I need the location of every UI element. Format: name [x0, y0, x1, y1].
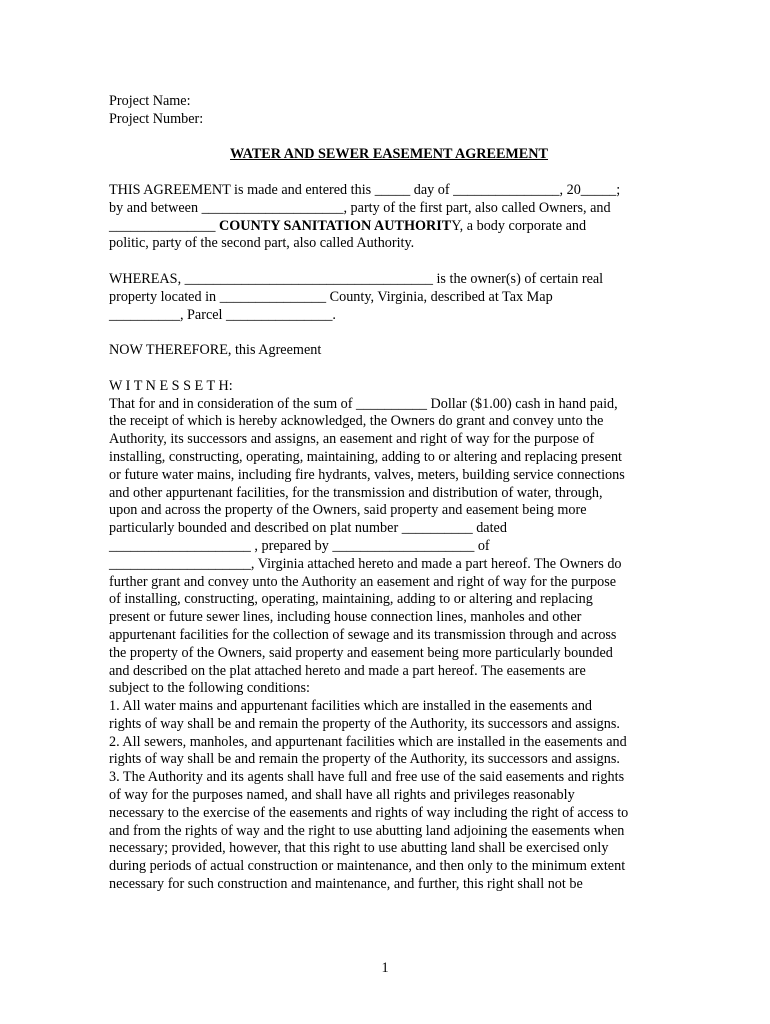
page-number: 1	[381, 960, 389, 976]
blank-line: _______________	[109, 217, 219, 234]
spacer	[109, 360, 669, 378]
body-line: and from the rights of way and the right to use abutting land adjoining the easements when	[109, 822, 625, 839]
spacer	[109, 164, 669, 182]
body-line: the property of the Owners, said property and easement being more particularly bounded	[109, 644, 613, 661]
agreement-line: by and between ____________________, party of the first part, also called Owners, and	[109, 199, 611, 216]
whereas-line: __________, Parcel _______________.	[109, 306, 336, 323]
body-line: further grant and convey unto the Authority an easement and right of way for the purpose	[109, 573, 617, 590]
body-line: necessary; provided, however, that this right to use abutting land shall be exercised only	[109, 840, 609, 857]
witnesseth-body	[109, 396, 669, 894]
body-line: ____________________ , prepared by ____________________ of	[109, 537, 490, 554]
body-line: 2. All sewers, manholes, and appurtenant facilities which are installed in the easements and	[109, 733, 627, 750]
body-line: of way for the purposes named, and shall have all rights and privileges reasonably	[109, 787, 575, 804]
body-line: That for and in consideration of the sum of __________ Dollar ($1.00) cash in hand paid,	[109, 395, 618, 412]
whereas-line: WHEREAS, ___________________________________ is the owner(s) of certain real	[109, 270, 604, 287]
body-line: rights of way shall be and remain the property of the Authority, its successors and assigns.	[109, 715, 620, 732]
agreement-line: THIS AGREEMENT is made and entered this _____ day of _______________, 20_____;	[109, 181, 621, 198]
body-line: subject to the following conditions:	[109, 680, 310, 697]
body-line: Authority, its successors and assigns, an easement and right of way for the purpose of	[109, 431, 595, 448]
body-line: of installing, constructing, operating, maintaining, adding to or altering and replacing	[109, 591, 593, 608]
body-line: ____________________, Virginia attached hereto and made a part hereof. The Owners do	[109, 555, 622, 572]
body-line: upon and across the property of the Owners, said property and easement being more	[109, 502, 587, 519]
body-line: installing, constructing, operating, maintaining, adding to or altering and replacing present	[109, 448, 622, 465]
project-name-label: Project Name:	[109, 93, 191, 109]
body-line: and other appurtenant facilities, for the transmission and distribution of water, through,	[109, 484, 603, 501]
body-line: 3. The Authority and its agents shall have full and free use of the said easements and rights	[109, 769, 625, 786]
body-line: particularly bounded and described on plat number __________ dated	[109, 520, 507, 537]
body-line: appurtenant facilities for the collection of sewage and its transmission through and across	[109, 626, 617, 643]
agreement-line	[109, 218, 669, 236]
project-number-label: Project Number:	[109, 110, 204, 127]
agreement-paragraph	[109, 182, 669, 253]
spacer	[109, 324, 669, 342]
body-line: during periods of actual construction or maintenance, and then only to the minimum extent	[109, 858, 626, 875]
body-line: the receipt of which is hereby acknowledged, the Owners do grant and convey unto the	[109, 413, 604, 430]
whereas-paragraph	[109, 271, 669, 324]
agreement-line: politic, party of the second part, also called Authority.	[109, 235, 415, 252]
document-title: WATER AND SEWER EASEMENT AGREEMENT	[230, 146, 548, 163]
body-line: rights of way shall be and remain the property of the Authority, its successors and assigns.	[109, 751, 620, 768]
whereas-line: property located in _______________ County, Virginia, described at Tax Map	[109, 288, 553, 305]
agreement-line-tail: Y, a body corporate and	[451, 217, 587, 234]
body-line: necessary for such construction and maintenance, and further, this right shall not be	[109, 876, 583, 893]
witnesseth-heading: W I T N E S S E T H:	[109, 377, 233, 394]
now-therefore-line: NOW THEREFORE, this Agreement	[109, 342, 322, 359]
body-line: present or future sewer lines, including house connection lines, manholes and other	[109, 609, 582, 626]
body-line: and described on the plat attached hereto and made a part hereof. The easements are	[109, 662, 586, 679]
body-line: necessary to the exercise of the easements and rights of way including the right of access to	[109, 804, 629, 821]
spacer	[109, 253, 669, 271]
body-line: 1. All water mains and appurtenant facilities which are installed in the easements and	[109, 698, 593, 715]
authority-name: COUNTY SANITATION AUTHORIT	[218, 217, 452, 234]
body-line: or future water mains, including fire hydrants, valves, meters, building service connections	[109, 466, 625, 483]
spacer	[109, 129, 669, 147]
document-page	[109, 93, 669, 894]
